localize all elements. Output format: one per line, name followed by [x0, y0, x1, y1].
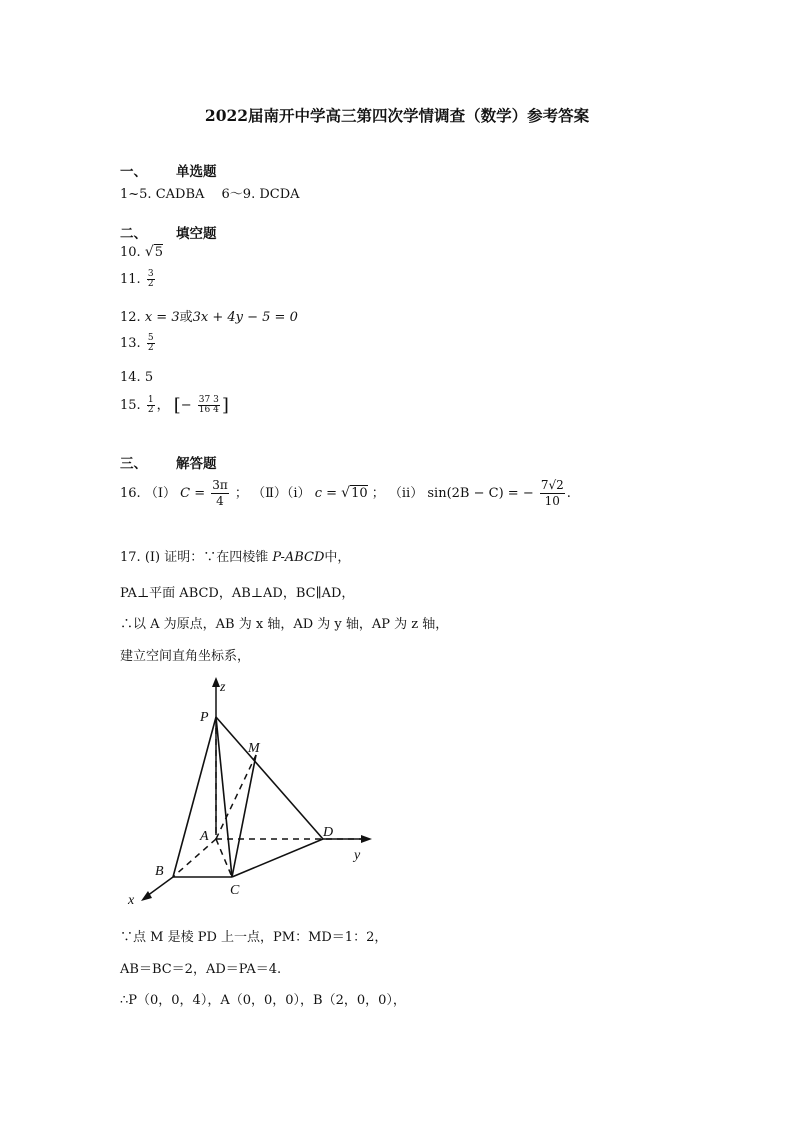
numerator: 7√2 [540, 478, 564, 492]
denominator: 2 [147, 279, 154, 289]
numerator: 5 [147, 333, 154, 343]
section-1-number: 一、 [120, 164, 147, 180]
edge-PB [173, 717, 216, 877]
section-3-title: 解答题 [176, 456, 217, 472]
answer-15-label: 15. [120, 398, 141, 413]
answer-17-line-2: PA⊥平面 ABCD，AB⊥AD，BC∥AD， [120, 586, 355, 601]
answer-15-interval [198, 396, 220, 415]
section-2-number: 二、 [120, 226, 147, 242]
denominator: 2 [147, 405, 154, 415]
section-3-heading [120, 452, 217, 472]
page-title: 2022届南开中学高三第四次学情调查（数学）参考答案 [204, 106, 590, 125]
x-axis-hidden [173, 839, 216, 877]
x-arrow-icon [141, 891, 152, 901]
answer-16-period: . [566, 486, 571, 501]
denominator: 16 4 [198, 405, 219, 415]
label-z: z [220, 680, 226, 695]
answer-17-line-7: ∴P（0，0，4），A（0，0，0），B（2，0，0）， [120, 993, 406, 1008]
pyramid-diagram [120, 675, 390, 910]
answer-17-line-6: AB＝BC＝2，AD＝PA＝4. [120, 962, 282, 977]
answer-15-neg: − [180, 398, 192, 413]
denominator: 2 [147, 343, 154, 353]
answer-16-part1: （Ⅰ） [144, 486, 176, 501]
answer-13-label: 13. [120, 336, 141, 351]
answer-16-label: 16. [120, 486, 141, 501]
label-A: A [200, 829, 209, 844]
label-C: C [230, 883, 240, 898]
answer-16-semicolon-2: ； [371, 486, 385, 501]
label-M: M [248, 741, 260, 756]
y-arrow-icon [361, 835, 372, 843]
answer-16-part2: （Ⅱ）（ⅰ） [252, 486, 311, 501]
numerator: 1 [147, 395, 154, 405]
answer-10-value: 5 [154, 245, 164, 260]
label-y: y [354, 848, 361, 863]
label-x: x [128, 893, 135, 908]
edge-CD [232, 839, 323, 877]
edge-AM [216, 755, 256, 839]
answer-15-fraction [147, 396, 155, 415]
answer-14-value: 5 [144, 370, 154, 385]
denominator: 4 [216, 494, 224, 508]
edge-CM [232, 755, 256, 877]
answer-11 [120, 270, 157, 289]
label-D: D [323, 825, 334, 840]
answer-16-sqrt-value: 10 [351, 486, 368, 501]
label-P: P [200, 710, 209, 725]
edge-PD [216, 717, 323, 839]
answer-16-c-eq: C = [180, 486, 206, 501]
single-choice-answers: 1~5. CADBA 6～9. DCDA [120, 187, 300, 202]
answer-12 [120, 306, 298, 325]
sqrt-symbol: √ [144, 244, 154, 260]
answer-17-line-4: 建立空间直角坐标系， [120, 649, 251, 664]
section-1-heading [120, 160, 217, 180]
section-3-number: 三、 [120, 456, 147, 472]
answer-17-line-3: ∴以 A 为原点，AB 为 x 轴，AD 为 y 轴，AP 为 z 轴， [120, 617, 449, 632]
bracket-open: [ [173, 395, 181, 416]
answer-16-sin: sin(2B − C) = − [427, 486, 534, 501]
label-B: B [155, 864, 164, 879]
answer-12-eq1: x = 3 [144, 310, 180, 325]
answer-16-semicolon-1: ； [234, 486, 248, 501]
answer-15 [120, 394, 229, 416]
z-arrow-icon [212, 677, 220, 687]
x-axis [147, 877, 173, 896]
edge-PC [216, 717, 232, 877]
section-2-title: 填空题 [176, 226, 217, 242]
answer-12-or: 或 [179, 310, 193, 325]
answer-16-part3: （ⅱ） [388, 486, 424, 501]
answer-16-c2: c = [314, 486, 338, 501]
answer-16 [120, 478, 571, 509]
answer-16-c-fraction [211, 478, 229, 509]
section-1-title: 单选题 [176, 164, 217, 180]
section-2-heading [120, 222, 217, 242]
numerator: 3π [212, 478, 228, 492]
answer-16-sin-fraction [540, 478, 565, 509]
answer-12-label: 12. [120, 310, 141, 325]
answer-10-label: 10. [120, 245, 141, 260]
numerator: 3 [147, 269, 154, 279]
answer-12-eq2: 3x + 4y − 5 = 0 [192, 310, 298, 325]
answer-17-label: 17. [120, 550, 141, 565]
answer-17-line-5: ∵点 M 是棱 PD 上一点，PM：MD＝1：2， [120, 930, 388, 945]
sqrt-symbol: √ [341, 485, 351, 501]
answer-10 [120, 244, 163, 260]
answer-17-suffix: 中， [324, 550, 351, 565]
numerator: 37 3 [198, 395, 219, 405]
answer-14-label: 14. [120, 370, 141, 385]
answer-13 [120, 334, 157, 353]
answer-17-part: (Ⅰ) [144, 550, 161, 565]
answer-13-fraction [147, 334, 155, 353]
answer-17-prefix: 证明：∵在四棱锥 [164, 550, 269, 565]
answer-11-fraction [147, 270, 155, 289]
denominator: 10 [544, 494, 560, 508]
answer-14 [120, 370, 153, 385]
answer-15-separator: ， [156, 398, 170, 413]
bracket-close: ] [221, 395, 229, 416]
answer-11-label: 11. [120, 272, 141, 287]
answer-17-line-1 [120, 546, 350, 565]
answer-17-pyramid: P-ABCD [272, 550, 325, 565]
